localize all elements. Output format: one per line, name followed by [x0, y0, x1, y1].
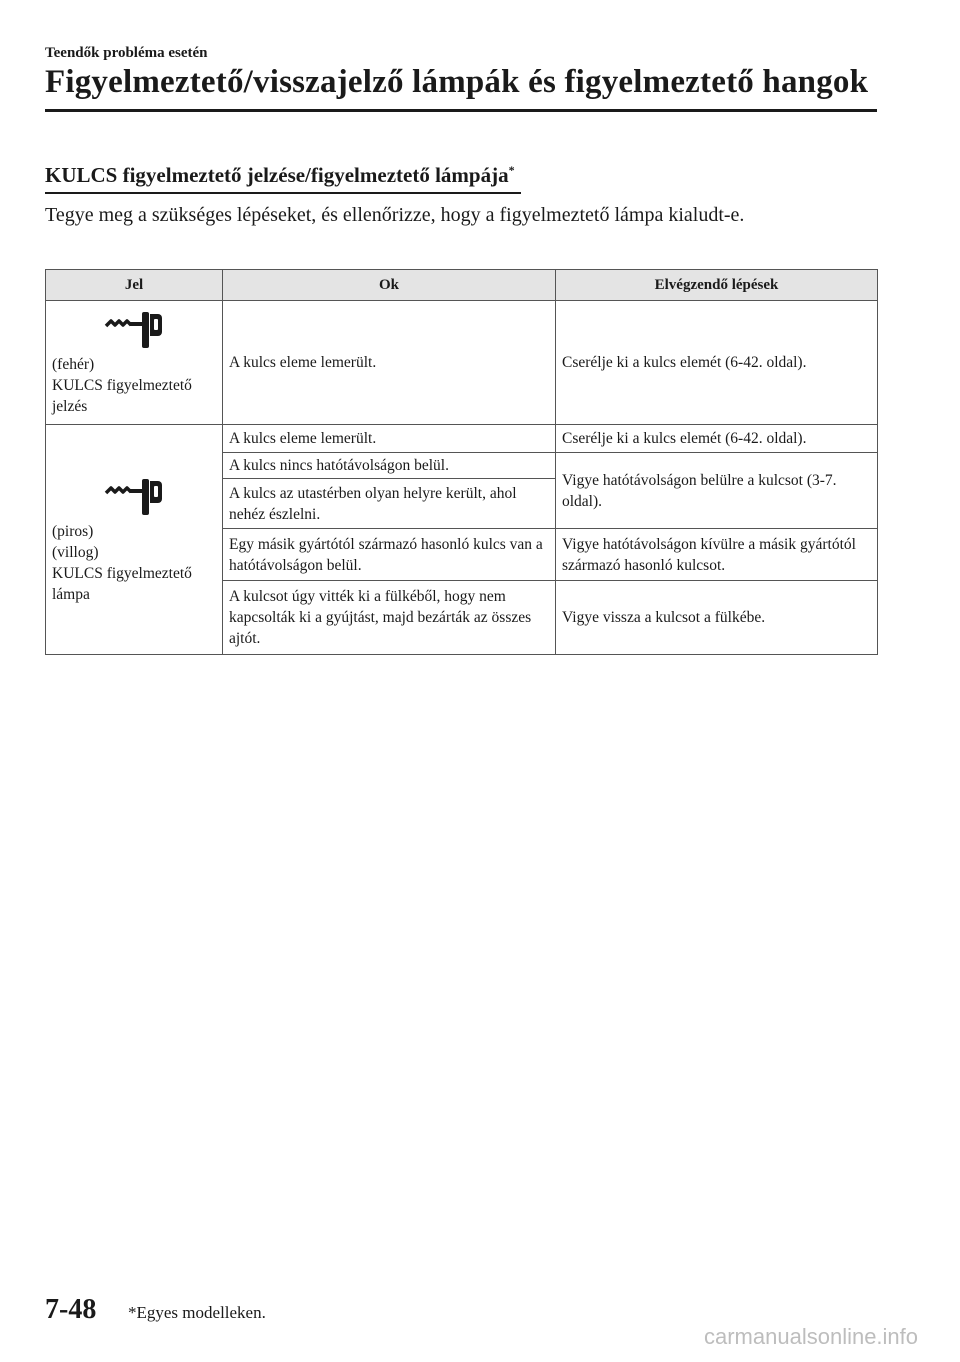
section-label: Teendők probléma esetén [45, 45, 208, 61]
col-header-symbol: Jel [46, 270, 223, 301]
action-cell: Cserélje ki a kulcs elemét (6-42. oldal). [556, 301, 878, 425]
watermark: carmanualsonline.info [704, 1324, 919, 1349]
symbol-cell-red [46, 425, 223, 655]
action-cell: Vigye vissza a kulcsot a fülkébe. [556, 581, 878, 655]
cause-cell: A kulcsot úgy vitték ki a fülkéből, hogy nem kapcsolták ki a gyújtást, majd bezárták az összes ajtót. [223, 581, 556, 655]
cause-cell: A kulcs az utastérben olyan helyre került, ahol nehéz észlelni. [223, 479, 556, 529]
symbol-name-label: KULCS figyelmeztető lámpa [52, 564, 192, 603]
table-row [46, 425, 878, 453]
symbol-color-label: (piros) [52, 522, 94, 540]
subsection-title-text: KULCS figyelmeztető jelzése/figyelmeztető lámpája [45, 163, 509, 187]
cause-cell: A kulcs nincs hatótávolságon belül. [223, 453, 556, 479]
title-rule [45, 109, 877, 112]
symbol-name-label: KULCS figyelmeztető jelzés [52, 377, 192, 415]
symbol-cell-white [46, 301, 223, 425]
key-warning-icon [104, 477, 164, 517]
cause-cell: Egy másik gyártótól származó hasonló kulcs van a hatótávolságon belül. [223, 529, 556, 581]
action-cell: Cserélje ki a kulcs elemét (6-42. oldal). [556, 425, 878, 453]
subsection-title [45, 163, 521, 194]
page-title: Figyelmeztető/visszajelző lámpák és figyelmeztető hangok [45, 64, 869, 100]
page-number: 7-48 [45, 1294, 97, 1325]
action-cell: Vigye hatótávolságon belülre a kulcsot (3-7. oldal). [556, 453, 878, 529]
intro-paragraph: Tegye meg a szükséges lépéseket, és ellenőrizze, hogy a figyelmeztető lámpa kialudt-e. [45, 204, 745, 226]
key-warning-icon [104, 310, 164, 350]
col-header-cause: Ok [223, 270, 556, 301]
symbol-color-label: (fehér) [52, 356, 95, 373]
warning-table [45, 269, 878, 655]
table-row [46, 301, 878, 425]
col-header-action: Elvégzendő lépések [556, 270, 878, 301]
action-cell: Vigye hatótávolságon kívülre a másik gyártótól származó hasonló kulcsot. [556, 529, 878, 581]
table-header-row [46, 270, 878, 301]
cause-cell: A kulcs eleme lemerült. [223, 425, 556, 453]
symbol-state-label: (villog) [52, 543, 99, 561]
model-note-marker: * [508, 163, 515, 177]
cause-cell: A kulcs eleme lemerült. [223, 301, 556, 425]
footnote: *Egyes modelleken. [128, 1303, 266, 1322]
